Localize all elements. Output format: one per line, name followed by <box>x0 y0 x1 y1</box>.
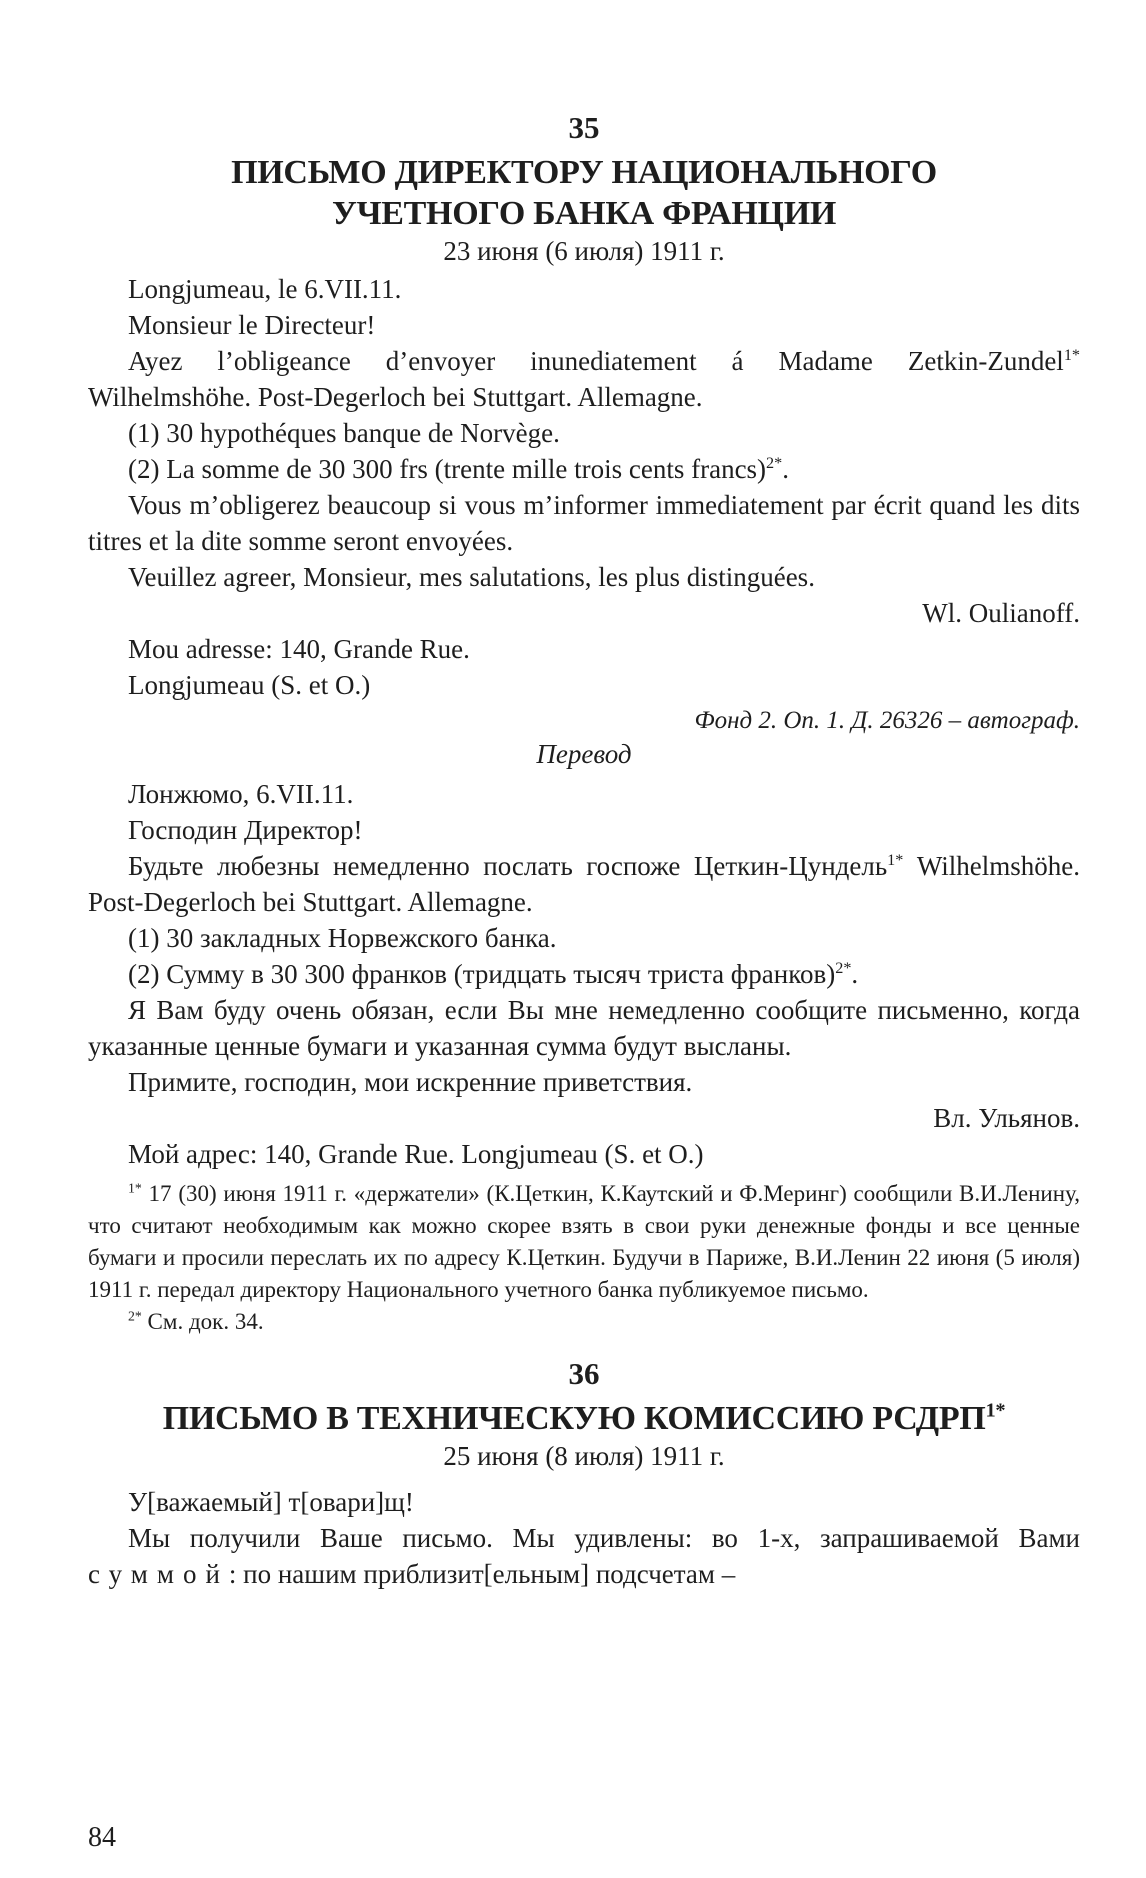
ru-para2: Я Вам буду очень обязан, если Вы мне немедленно сообщите письменно, когда указанные ценные бумаги и указанная сумма будут высланы. <box>88 995 1080 1061</box>
fr-fn2-mark: 2* <box>766 454 783 472</box>
ru-para1b: Wilhelmshöhe. Post-Degerloch bei Stuttgart. Allemagne. <box>88 851 1080 917</box>
doc36-title <box>88 1398 1080 1439</box>
footnote-1-text: 17 (30) июня 1911 г. «держатели» (К.Цеткин, К.Каутский и Ф.Меринг) сообщили В.И.Ленину, что считают необходимым как можно скорее взять в свои руки денежные фонды и все ценные бумаги и просили переслать их по адресу К.Цеткин. Будучи в Париже, В.И.Ленин 22 июня (5 июля) 1911 г. передал директору Национального учетного банка публикуемое письмо. <box>88 1181 1080 1302</box>
fr-para1a: Ayez l’obligeance d’envoyer inunediatement á Madame Zetkin-Zundel <box>128 346 1064 376</box>
ru-item2-end: . <box>851 959 859 989</box>
fr-closing: Veuillez agreer, Monsieur, mes salutations, les plus distinguées. <box>128 562 815 592</box>
doc36-para1-spaced: суммой <box>88 1559 229 1589</box>
footnote-1-mark: 1* <box>128 1180 142 1196</box>
ru-address: Мой адрес: 140, Grande Rue. Longjumeau (S. et O.) <box>128 1139 704 1169</box>
ru-fn2-mark: 2* <box>835 959 852 977</box>
fr-salutation: Monsieur le Directeur! <box>128 310 376 340</box>
footnote-2-mark: 2* <box>128 1308 142 1324</box>
ru-fn1-mark: 1* <box>887 851 904 869</box>
fr-item2-end: . <box>782 454 789 484</box>
doc36-salutation: У[важаемый] т[овари]щ! <box>128 1487 414 1517</box>
ru-para1a: Будьте любезны немедленно послать госпоже Цеткин-Цундель <box>128 851 888 881</box>
fr-address2: Longjumeau (S. et O.) <box>128 670 371 700</box>
footnotes <box>88 1178 1080 1338</box>
ru-place: Лонжюмо, 6.VII.11. <box>128 779 354 809</box>
fr-address1: Mou adresse: 140, Grande Rue. <box>128 634 470 664</box>
fr-item2 <box>88 451 1080 487</box>
doc35-number: 35 <box>568 110 600 145</box>
ru-para1 <box>88 848 1080 920</box>
doc35-date: 23 июня (6 июля) 1911 г. <box>443 236 725 266</box>
doc36-title-text: ПИСЬМО В ТЕХНИЧЕСКУЮ КОМИССИЮ РСДРП <box>162 1400 986 1437</box>
ru-closing: Примите, господин, мои искренние приветствия. <box>128 1067 693 1097</box>
translation-heading: Перевод <box>536 739 632 769</box>
footnote-1 <box>88 1178 1080 1306</box>
doc36-title-fn: 1* <box>985 1399 1006 1422</box>
doc35-source: Фонд 2. Оп. 1. Д. 26326 – автограф. <box>694 707 1080 734</box>
fr-item2-text: (2) La somme de 30 300 frs (trente mille trois cents francs) <box>128 454 767 484</box>
doc36-date: 25 июня (8 июля) 1911 г. <box>443 1441 725 1471</box>
fr-para1b: Wilhelmshöhe. Post-Degerloch bei Stuttgart. Allemagne. <box>88 382 703 412</box>
doc36-para1a: Мы получили Ваше письмо. Мы удивлены: во 1-х, запрашиваемой Вами <box>128 1523 1080 1553</box>
doc35-title-line1: ПИСЬМО ДИРЕКТОРУ НАЦИОНАЛЬНОГО <box>231 154 937 191</box>
page-body <box>88 110 1080 1592</box>
doc35-title-line2: УЧЕТНОГО БАНКА ФРАНЦИИ <box>332 195 836 232</box>
fr-item1: (1) 30 hypothéques banque de Norvège. <box>128 418 560 448</box>
fr-fn1-mark: 1* <box>1063 346 1080 364</box>
doc36-number: 36 <box>568 1356 600 1391</box>
footnote-2 <box>88 1306 1080 1338</box>
doc36-para1b: : по нашим приблизит[ельным] подсчетам – <box>228 1559 736 1589</box>
fr-signature: Wl. Oulianoff. <box>922 598 1080 628</box>
doc36-para1 <box>88 1520 1080 1592</box>
fr-para2: Vous m’obligerez beaucoup si vous m’informer immediatement par écrit quand les dits titres et la dite somme seront envoyées. <box>88 490 1080 556</box>
ru-item2-text: (2) Сумму в 30 300 франков (тридцать тысяч триста франков) <box>128 959 836 989</box>
ru-signature: Вл. Ульянов. <box>933 1103 1080 1133</box>
ru-item2 <box>88 956 1080 992</box>
footnote-2-text: См. док. 34. <box>141 1309 264 1334</box>
ru-salutation: Господин Директор! <box>128 815 363 845</box>
page-number: 84 <box>88 1822 116 1853</box>
fr-para1 <box>88 343 1080 415</box>
fr-place: Longjumeau, le 6.VII.11. <box>128 274 402 304</box>
ru-item1: (1) 30 закладных Норвежского банка. <box>128 923 557 953</box>
